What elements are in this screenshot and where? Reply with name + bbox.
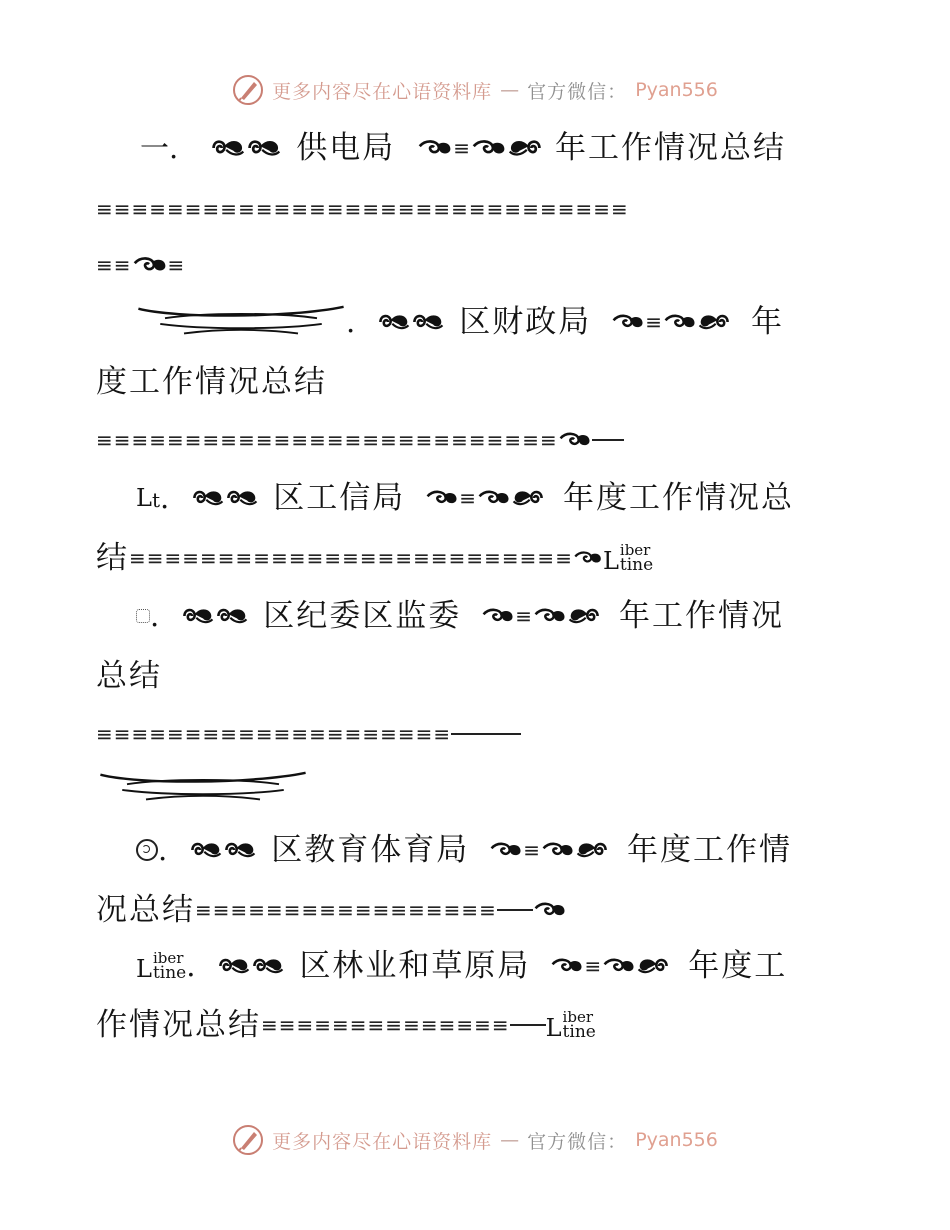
ornament-icon: [191, 487, 225, 509]
item-dot: .: [158, 832, 168, 867]
ornament-icon: [550, 955, 584, 977]
ornament-icon: [697, 311, 731, 333]
watermark-text: 更多内容尽在心语资料库: [272, 80, 493, 103]
ornament-icon: [533, 899, 567, 921]
ornament-icon: [210, 137, 246, 159]
org-name: 区财政局: [459, 303, 592, 340]
ornament-icon: [189, 839, 223, 861]
watermark-label: 官方微信：: [527, 1130, 628, 1153]
ornament-icon: [481, 605, 515, 627]
watermark-id: Pyan556: [635, 79, 718, 101]
line-text: 况总结: [96, 891, 195, 928]
ornament-icon: [377, 311, 411, 333]
watermark-id: Pyan556: [635, 1129, 718, 1151]
toc-line-5: [96, 362, 496, 402]
ornament-icon: [417, 137, 453, 159]
toc-line-3: [96, 250, 296, 280]
wave-ornament-icon: [136, 303, 346, 341]
rule-line: [497, 909, 533, 911]
ornament-icon: [251, 955, 285, 977]
ornament-icon: [223, 839, 257, 861]
ornament-icon: [477, 487, 511, 509]
ornament-icon: [425, 487, 459, 509]
toc-line-16: [96, 1004, 756, 1046]
toc-line-6: [96, 424, 816, 456]
item-number: L iber tine: [136, 948, 187, 984]
ornament-icon: [558, 429, 592, 451]
ornament-icon: [575, 839, 609, 861]
quill-logo-icon: [232, 74, 264, 106]
dot-leader: ≡≡≡≡≡≡≡≡≡≡≡≡≡≡≡≡≡: [195, 898, 497, 922]
item-dot: .: [159, 480, 170, 515]
ornament-icon: [573, 548, 603, 568]
dot-leader: ≡: [453, 136, 471, 160]
dot-leader: ≡: [515, 604, 533, 628]
rule-line: [510, 1024, 546, 1026]
rule-line: [592, 439, 624, 441]
watermark-header: [0, 70, 950, 110]
item-marker-icon: [136, 839, 158, 861]
ornament-icon: [663, 311, 697, 333]
item-marker-icon: [136, 609, 150, 623]
ornament-icon: [411, 311, 445, 333]
quill-logo-icon: [232, 1124, 264, 1156]
line-text: 作情况总结: [96, 1006, 261, 1043]
dot-leader: ≡: [645, 310, 663, 334]
item-number: 一.: [140, 130, 179, 165]
rule-line: [451, 733, 521, 735]
dot-leader: ≡≡≡≡≡≡≡≡≡≡≡≡≡≡≡≡≡≡≡≡≡≡≡≡≡≡: [96, 428, 558, 452]
toc-line-10: [96, 656, 296, 696]
line-text: 年度工作情: [626, 831, 792, 868]
ornament-icon: [611, 311, 645, 333]
ornament-icon: [225, 487, 259, 509]
org-name: 供电局: [296, 129, 396, 166]
line-text: 总结: [96, 657, 162, 694]
toc-line-4: [136, 300, 836, 344]
line-text: 年工作情况总结: [554, 129, 786, 166]
item-dot: .: [150, 598, 160, 633]
ornament-icon: [507, 137, 543, 159]
ornament-icon: [489, 839, 523, 861]
ornament-icon: [181, 605, 215, 627]
ornament-icon: [533, 605, 567, 627]
toc-line-8: [96, 538, 856, 578]
org-name: 区纪委区监委: [263, 597, 462, 634]
ornament-icon: [511, 487, 545, 509]
dot-leader: ≡≡≡≡≡≡≡≡≡≡≡≡≡≡≡≡≡≡≡≡≡≡≡≡≡≡≡≡≡≡: [96, 197, 629, 221]
dot-leader: ≡: [167, 253, 186, 277]
item-number: L t: [136, 484, 160, 512]
toc-line-7: [136, 478, 846, 518]
ornament-icon: [541, 839, 575, 861]
ornament-icon: [215, 605, 249, 627]
toc-line-1: [140, 128, 840, 168]
watermark-separator: —: [500, 79, 520, 101]
ornament-icon: [471, 137, 507, 159]
watermark-footer: [0, 1120, 950, 1160]
org-name: 区工信局: [273, 479, 406, 516]
line-text: 结: [96, 539, 129, 576]
watermark-label: 官方微信：: [527, 80, 628, 103]
line-text: 年: [750, 303, 784, 340]
org-name: 区教育体育局: [271, 831, 470, 868]
toc-line-2: [96, 194, 836, 224]
toc-line-12: [98, 768, 318, 808]
dot-leader: ≡≡≡≡≡≡≡≡≡≡≡≡≡≡: [261, 1013, 510, 1037]
toc-line-13: [136, 830, 851, 870]
wave-ornament-icon: [98, 769, 308, 807]
watermark-separator: —: [500, 1129, 520, 1151]
ornament-icon: [217, 955, 251, 977]
item-dot: .: [346, 304, 356, 339]
liber-glyph: L iber tine: [602, 540, 654, 576]
liber-glyph: L iber tine: [545, 1007, 596, 1043]
dot-leader: ≡≡: [96, 253, 132, 277]
line-text: 年工作情况: [618, 597, 784, 634]
toc-line-14: [96, 890, 756, 930]
ornament-icon: [636, 955, 670, 977]
toc-line-11: [96, 718, 736, 750]
item-dot: .: [186, 948, 196, 983]
dot-leader: ≡: [459, 486, 477, 510]
toc-line-9: [136, 596, 846, 636]
dot-leader: ≡≡≡≡≡≡≡≡≡≡≡≡≡≡≡≡≡≡≡≡: [96, 722, 452, 746]
ornament-icon: [132, 254, 168, 276]
ornament-icon: [602, 955, 636, 977]
line-text: 年度工作情况总: [562, 479, 794, 516]
watermark-text: 更多内容尽在心语资料库: [272, 1130, 493, 1153]
line-text: 度工作情况总结: [96, 363, 327, 400]
dot-leader: ≡≡≡≡≡≡≡≡≡≡≡≡≡≡≡≡≡≡≡≡≡≡≡≡≡: [129, 546, 573, 570]
dot-leader: ≡: [584, 954, 603, 978]
dot-leader: ≡: [523, 838, 541, 862]
org-name: 区林业和草原局: [299, 947, 531, 984]
line-text: 年度工: [688, 947, 788, 984]
toc-line-15: [136, 946, 851, 986]
ornament-icon: [246, 137, 282, 159]
ornament-icon: [567, 605, 601, 627]
